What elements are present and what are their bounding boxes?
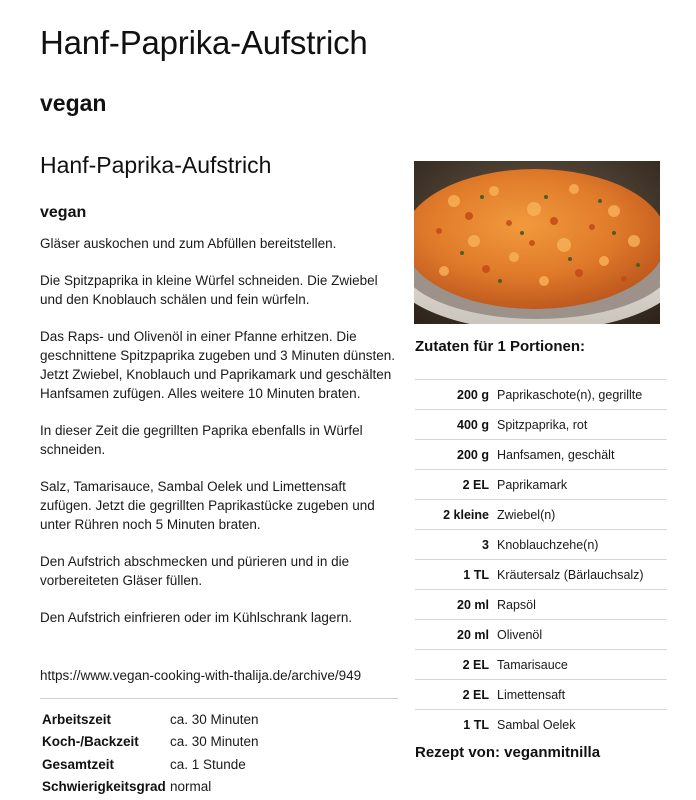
time-label: Schwierigkeitsgrad: [42, 779, 166, 795]
ingredient-amount: 20 ml: [457, 627, 489, 642]
recipe-title: Hanf-Paprika-Aufstrich: [40, 152, 272, 178]
page-title: Hanf-Paprika-Aufstrich: [40, 24, 368, 61]
ingredient-row: [415, 680, 667, 710]
time-label: Koch-/Backzeit: [42, 734, 139, 750]
ingredient-amount: 200 g: [457, 387, 489, 402]
source-link[interactable]: https://www.vegan-cooking-with-thalija.de/archive/949: [40, 668, 362, 683]
instruction-step: Das Raps- und Olivenöl in einer Pfanne erhitzen. Die geschnittene Spitzpaprika zugeben und 3 Minuten dünsten. Jetzt Zwiebel, Knoblauch und Paprikamark und geschälten Hanfsamen zufügen. Alles weitere 10 Minuten braten.: [40, 329, 396, 401]
ingredient-amount: 3: [482, 537, 489, 552]
page-subtitle: vegan: [40, 90, 107, 116]
ingredient-row: [415, 410, 667, 440]
time-value: normal: [170, 779, 212, 795]
recipe-subtitle: vegan: [40, 204, 87, 221]
instruction-step: Den Aufstrich abschmecken und pürieren und in die vorbereiteten Gläser füllen.: [40, 554, 350, 588]
ingredient-row: [415, 470, 667, 500]
time-row: [42, 776, 259, 799]
ingredient-amount: 1 TL: [463, 717, 489, 732]
ingredient-name: Paprikaschote(n), gegrillte: [497, 387, 643, 402]
ingredient-name: Spitzpaprika, rot: [497, 417, 588, 432]
recipe-author: Rezept von: veganmitnilla: [415, 744, 601, 761]
ingredient-name: Tamarisauce: [497, 657, 568, 672]
time-label: Arbeitszeit: [42, 711, 112, 727]
ingredient-row: [415, 620, 667, 650]
ingredient-name: Knoblauchzehe(n): [497, 537, 599, 552]
ingredient-name: Paprikamark: [497, 477, 568, 492]
instructions: [40, 234, 400, 645]
ingredient-amount: 200 g: [457, 447, 489, 462]
ingredient-name: Olivenöl: [497, 627, 543, 642]
ingredient-name: Kräutersalz (Bärlauchsalz): [497, 567, 644, 582]
instruction-step: Den Aufstrich einfrieren oder im Kühlschrank lagern.: [40, 610, 353, 625]
time-row: [42, 753, 259, 776]
ingredient-row: [415, 590, 667, 620]
times-table: [42, 708, 259, 798]
ingredient-amount: 2 EL: [462, 687, 489, 702]
instruction-step: Gläser auskochen und zum Abfüllen bereitstellen.: [40, 236, 337, 251]
ingredient-amount: 20 ml: [457, 597, 489, 612]
ingredient-name: Rapsöl: [497, 597, 536, 612]
time-label: Gesamtzeit: [42, 756, 115, 772]
ingredient-name: Zwiebel(n): [497, 507, 556, 522]
instruction-step: In dieser Zeit die gegrillten Paprika ebenfalls in Würfel schneiden.: [40, 423, 363, 457]
ingredients-heading: Zutaten für 1 Portionen:: [415, 338, 585, 355]
time-row: [42, 731, 259, 754]
ingredient-row: [415, 500, 667, 530]
recipe-photo: [414, 161, 660, 324]
time-value: ca. 1 Stunde: [170, 756, 246, 772]
instruction-step: Die Spitzpaprika in kleine Würfel schneiden. Die Zwiebel und den Knoblauch schälen und fein würfeln.: [40, 273, 378, 307]
ingredient-name: Hanfsamen, geschält: [497, 447, 615, 462]
ingredient-name: Limettensaft: [497, 687, 566, 702]
time-row: [42, 708, 259, 731]
ingredient-row: [415, 380, 667, 410]
ingredient-row: [415, 530, 667, 560]
time-value: ca. 30 Minuten: [170, 734, 259, 750]
ingredient-amount: 2 EL: [462, 477, 489, 492]
ingredient-amount: 400 g: [457, 417, 489, 432]
ingredient-row: [415, 560, 667, 590]
ingredient-amount: 1 TL: [463, 567, 489, 582]
time-value: ca. 30 Minuten: [170, 711, 259, 727]
ingredient-amount: 2 kleine: [443, 507, 489, 522]
instruction-step: Salz, Tamarisauce, Sambal Oelek und Limettensaft zufügen. Jetzt die gegrillten Paprikastücke zugeben und unter Rühren noch 5 Minuten braten.: [40, 479, 375, 532]
ingredient-row: [415, 650, 667, 680]
divider: [40, 698, 398, 699]
ingredient-amount: 2 EL: [462, 657, 489, 672]
ingredient-row: [415, 710, 667, 739]
ingredient-name: Sambal Oelek: [497, 717, 576, 732]
ingredient-row: [415, 440, 667, 470]
ingredients-table: [415, 379, 667, 739]
